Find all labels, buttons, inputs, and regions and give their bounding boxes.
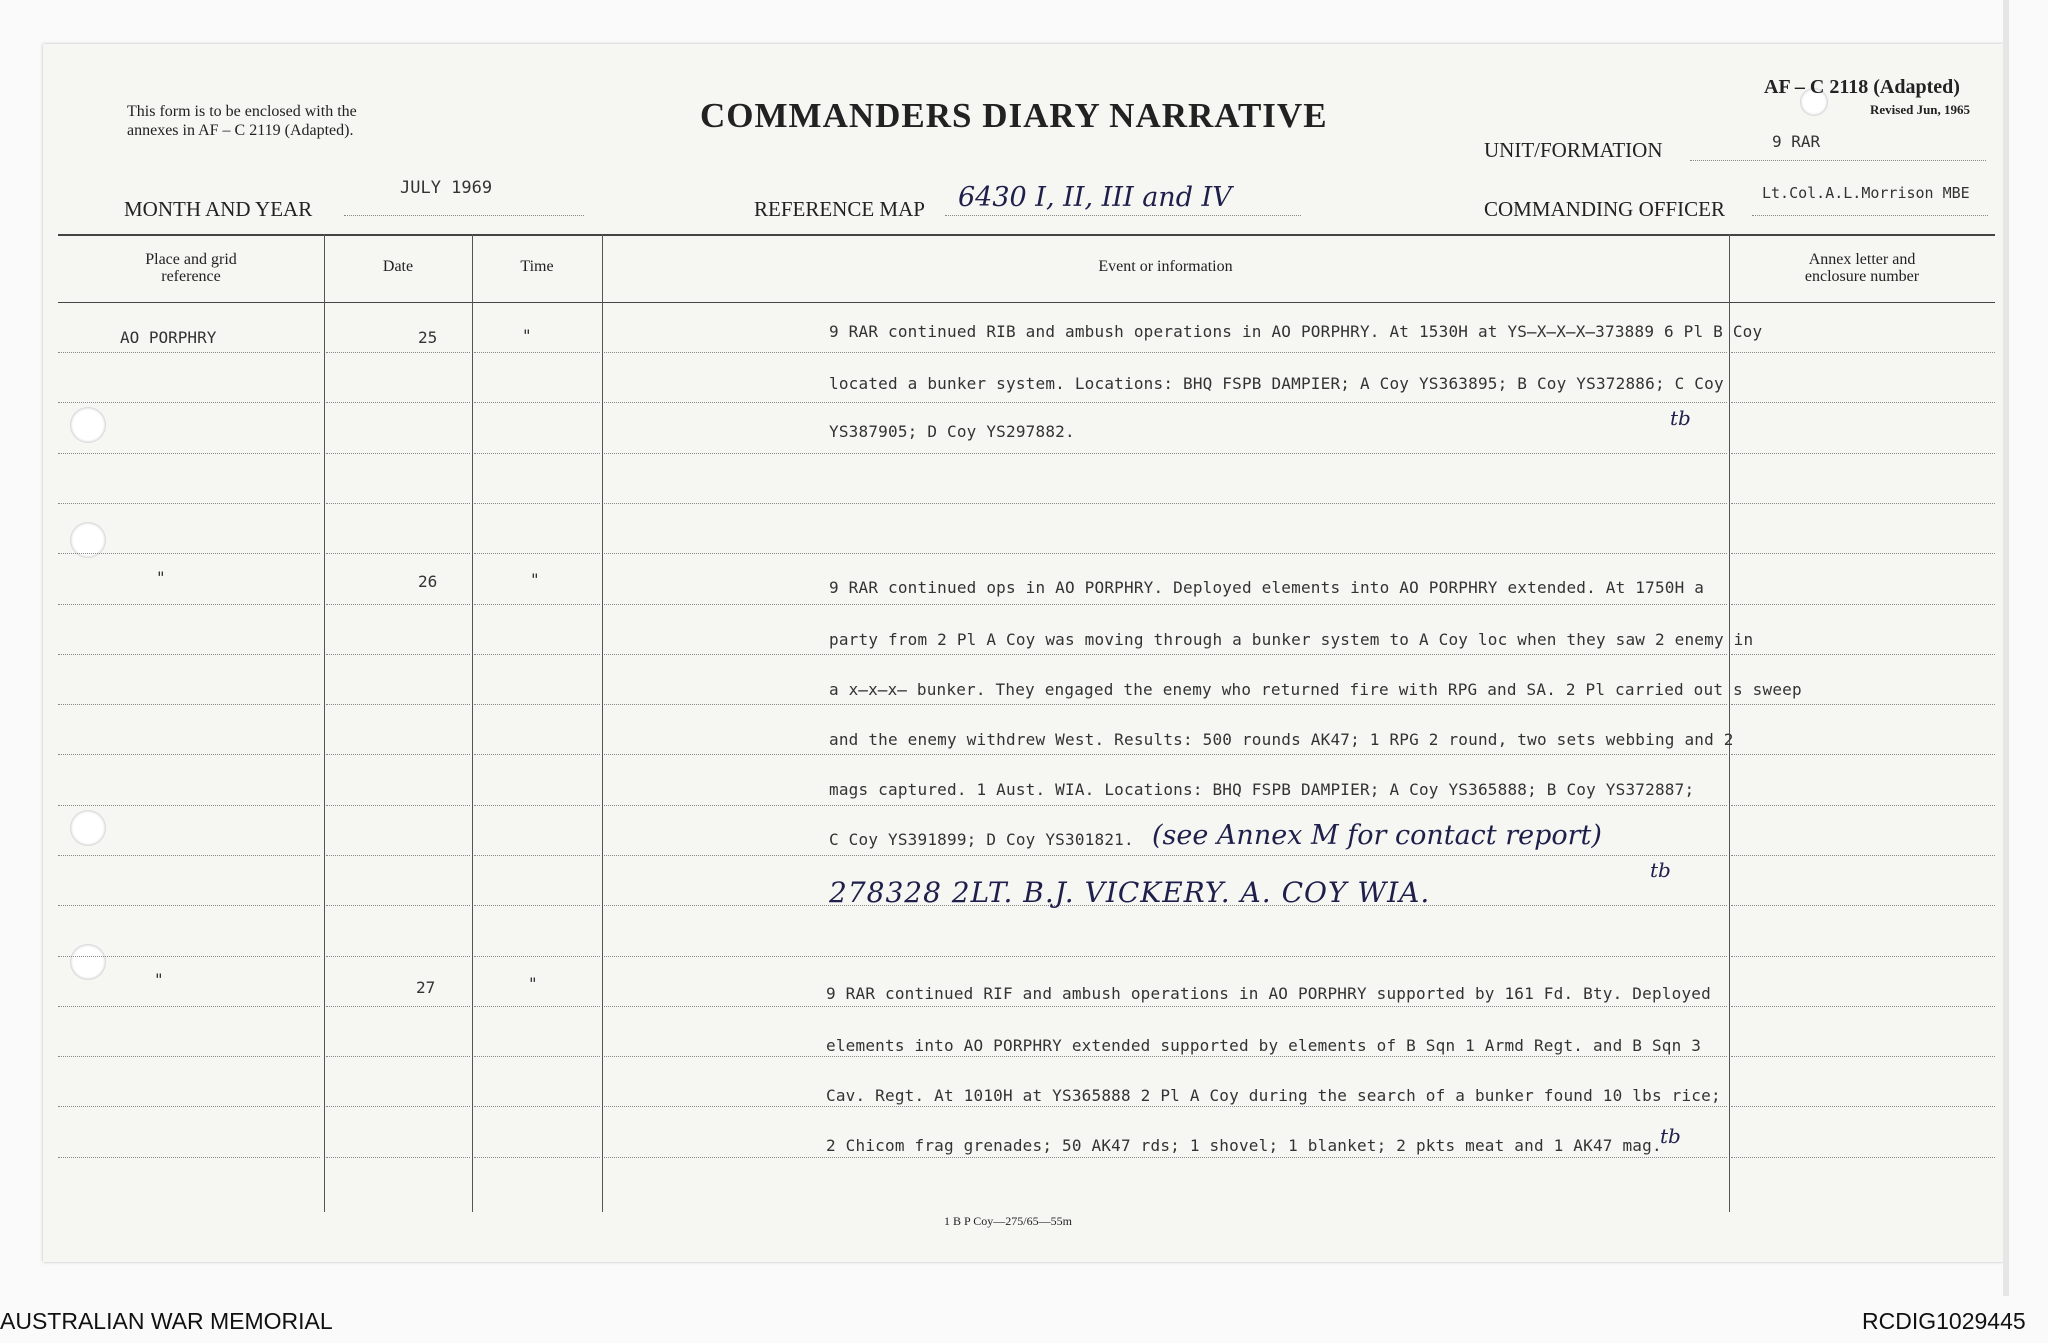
handwritten-annex-note: (see Annex M for contact report) xyxy=(1152,820,1602,851)
refmap-label: REFERENCE MAP xyxy=(754,197,925,221)
ruled-line xyxy=(58,905,320,906)
ruled-line xyxy=(604,704,1727,705)
unit-underline xyxy=(1690,160,1986,161)
column-divider xyxy=(472,234,473,1212)
ruled-line xyxy=(474,1157,600,1158)
ruled-line xyxy=(1731,1157,1995,1158)
ruled-line xyxy=(58,1006,320,1007)
ruled-line xyxy=(326,352,470,353)
ruled-line xyxy=(474,1056,600,1057)
ruled-line xyxy=(326,704,470,705)
entry-date: 26 xyxy=(418,572,438,591)
form-number: AF – C 2118 (Adapted) xyxy=(1764,76,1960,98)
annex-column-header xyxy=(1729,251,1995,285)
entry-text-line: 9 RAR continued RIF and ambush operations in AO PORPHRY supported by 161 Fd. Bty. Deployed xyxy=(826,984,1711,1003)
entry-place: " xyxy=(154,970,164,989)
initials-mark: tb xyxy=(1650,858,1671,882)
paper-edge xyxy=(2003,0,2009,1296)
event-column-header: Event or information xyxy=(1098,258,1233,275)
ruled-line xyxy=(474,352,600,353)
entry-text-line: elements into AO PORPHRY extended supported by elements of B Sqn 1 Armd Regt. and B Sqn 3 xyxy=(826,1036,1702,1055)
entry-text-line: a x̶x̶x̶ bunker. They engaged the enemy who returned fire with RPG and SA. 2 Pl carried out s sweep xyxy=(829,680,1802,699)
ruled-line xyxy=(604,754,1727,755)
punch-hole xyxy=(70,810,106,846)
ruled-line xyxy=(326,604,470,605)
refmap-value: 6430 I, II, III and IV xyxy=(958,182,1232,213)
ruled-line xyxy=(604,503,1727,504)
table-top-border xyxy=(58,234,1995,236)
revised-date: Revised Jun, 1965 xyxy=(1870,102,1971,117)
form-note-line: This form is to be enclosed with the xyxy=(127,103,357,120)
ruled-line xyxy=(604,654,1727,655)
ruled-line xyxy=(604,1056,1727,1057)
month-value: JULY 1969 xyxy=(400,178,493,198)
ruled-line xyxy=(604,553,1727,554)
ruled-line xyxy=(58,1106,320,1107)
ruled-line xyxy=(58,1056,320,1057)
unit-label: UNIT/FORMATION xyxy=(1484,138,1663,162)
ruled-line xyxy=(58,1157,320,1158)
ruled-line xyxy=(604,1006,1727,1007)
entry-time: " xyxy=(530,570,540,589)
ruled-line xyxy=(326,855,470,856)
ruled-line xyxy=(326,1157,470,1158)
ruled-line xyxy=(474,654,600,655)
co-underline xyxy=(1752,215,1988,216)
ruled-line xyxy=(58,553,320,554)
entry-text-line: located a bunker system. Locations: BHQ FSPB DAMPIER; A Coy YS363895; B Coy YS372886; C Coy xyxy=(829,374,1724,393)
entry-text-line: and the enemy withdrew West. Results: 500 rounds AK47; 1 RPG 2 round, two sets webbing and 2 xyxy=(829,730,1734,749)
column-divider xyxy=(602,234,603,1212)
ruled-line xyxy=(1731,1006,1995,1007)
punch-hole xyxy=(70,407,106,443)
ruled-line xyxy=(326,754,470,755)
entry-text-line: mags captured. 1 Aust. WIA. Locations: BHQ FSPB DAMPIER; A Coy YS365888; B Coy YS372887; xyxy=(829,780,1695,799)
ruled-line xyxy=(1731,855,1995,856)
ruled-line xyxy=(1731,805,1995,806)
column-header-line: Place and grid xyxy=(145,251,237,268)
ruled-line xyxy=(1731,654,1995,655)
ruled-line xyxy=(474,905,600,906)
ruled-line xyxy=(474,553,600,554)
ruled-line xyxy=(326,453,470,454)
ruled-line xyxy=(1731,453,1995,454)
entry-place: " xyxy=(156,568,166,587)
entry-text-line: party from 2 Pl A Coy was moving through a bunker system to A Coy loc when they saw 2 enemy in xyxy=(829,630,1754,649)
form-title: COMMANDERS DIARY NARRATIVE xyxy=(700,96,1328,135)
ruled-line xyxy=(1731,503,1995,504)
place-column-header xyxy=(58,251,324,285)
entry-text-line: 2 Chicom frag grenades; 50 AK47 rds; 1 shovel; 1 blanket; 2 pkts meat and 1 AK47 mag. xyxy=(826,1136,1662,1155)
ruled-line xyxy=(58,704,320,705)
unit-value: 9 RAR xyxy=(1772,132,1821,151)
entry-place: AO PORPHRY xyxy=(120,328,217,347)
entry-text-line: Cav. Regt. At 1010H at YS365888 2 Pl A Coy during the search of a bunker found 10 lbs rice; xyxy=(826,1086,1721,1105)
co-value: Lt.Col.A.L.Morrison MBE xyxy=(1762,184,1970,202)
form-note xyxy=(127,102,357,140)
ruled-line xyxy=(474,855,600,856)
archive-credit: AUSTRALIAN WAR MEMORIAL xyxy=(0,1308,333,1334)
table-header-border xyxy=(58,302,1995,303)
ruled-line xyxy=(604,453,1727,454)
ruled-line xyxy=(58,805,320,806)
ruled-line xyxy=(474,704,600,705)
entry-time: " xyxy=(522,326,532,345)
ruled-line xyxy=(474,402,600,403)
ruled-line xyxy=(604,1106,1727,1107)
handwritten-wia-line: 278328 2LT. B.J. VICKERY. A. COY WIA. xyxy=(829,876,1431,909)
ruled-line xyxy=(58,402,320,403)
ruled-line xyxy=(58,352,320,353)
ruled-line xyxy=(58,855,320,856)
ruled-line xyxy=(326,956,470,957)
entry-text-line: 9 RAR continued RIB and ambush operations in AO PORPHRY. At 1530H at YS̶X̶X̶X̶373889 6 Pl B Coy xyxy=(829,322,1763,341)
entry-time: " xyxy=(528,974,538,993)
date-column-header: Date xyxy=(382,258,414,275)
co-label: COMMANDING OFFICER xyxy=(1484,197,1725,221)
ruled-line xyxy=(474,604,600,605)
month-underline xyxy=(344,215,584,216)
ruled-line xyxy=(1731,1056,1995,1057)
ruled-line xyxy=(58,503,320,504)
ruled-line xyxy=(1731,553,1995,554)
entry-date: 25 xyxy=(418,328,438,347)
form-note-line: annexes in AF – C 2119 (Adapted). xyxy=(127,122,354,139)
month-label: MONTH AND YEAR xyxy=(124,197,313,221)
ruled-line xyxy=(474,453,600,454)
column-divider xyxy=(324,234,325,1212)
ruled-line xyxy=(1731,604,1995,605)
ruled-line xyxy=(1731,905,1995,906)
ruled-line xyxy=(1731,754,1995,755)
ruled-line xyxy=(58,604,320,605)
column-header-line: enclosure number xyxy=(1804,268,1920,285)
ruled-line xyxy=(326,1056,470,1057)
ruled-line xyxy=(58,453,320,454)
ruled-line xyxy=(474,805,600,806)
ruled-line xyxy=(326,1106,470,1107)
time-column-header: Time xyxy=(520,258,554,275)
ruled-line xyxy=(604,855,1727,856)
ruled-line xyxy=(1731,352,1995,353)
archive-reference: RCDIG1029445 xyxy=(1862,1308,2026,1334)
ruled-line xyxy=(474,754,600,755)
ruled-line xyxy=(326,1006,470,1007)
entry-date: 27 xyxy=(416,978,436,997)
ruled-line xyxy=(58,956,320,957)
ruled-line xyxy=(474,1106,600,1107)
ruled-line xyxy=(326,805,470,806)
ruled-line xyxy=(1731,704,1995,705)
ruled-line xyxy=(604,604,1727,605)
ruled-line xyxy=(58,654,320,655)
ruled-line xyxy=(1731,1106,1995,1107)
entry-text-line: YS387905; D Coy YS297882. xyxy=(829,422,1075,441)
form-paper xyxy=(43,44,2003,1262)
ruled-line xyxy=(1731,956,1995,957)
ruled-line xyxy=(604,402,1727,403)
ruled-line xyxy=(326,553,470,554)
initials-mark: tb xyxy=(1660,1124,1681,1148)
entry-text-line: 9 RAR continued ops in AO PORPHRY. Deployed elements into AO PORPHRY extended. At 1750H a xyxy=(829,578,1705,597)
ruled-line xyxy=(474,956,600,957)
refmap-underline xyxy=(945,215,1301,216)
ruled-line xyxy=(326,503,470,504)
ruled-line xyxy=(604,956,1727,957)
punch-hole xyxy=(70,944,106,980)
ruled-line xyxy=(58,754,320,755)
column-header-line: reference xyxy=(161,268,221,285)
ruled-line xyxy=(474,1006,600,1007)
ruled-line xyxy=(1731,402,1995,403)
printer-imprint: 1 B P Coy—275/65—55m xyxy=(944,1214,1072,1228)
ruled-line xyxy=(326,654,470,655)
ruled-line xyxy=(326,402,470,403)
entry-text-line: C Coy YS391899; D Coy YS301821. xyxy=(829,830,1134,849)
column-header-line: Annex letter and xyxy=(1808,251,1916,268)
initials-mark: tb xyxy=(1670,406,1691,430)
ruled-line xyxy=(604,1157,1727,1158)
ruled-line xyxy=(604,352,1727,353)
ruled-line xyxy=(326,905,470,906)
ruled-line xyxy=(474,503,600,504)
column-divider xyxy=(1729,234,1730,1212)
ruled-line xyxy=(604,805,1727,806)
